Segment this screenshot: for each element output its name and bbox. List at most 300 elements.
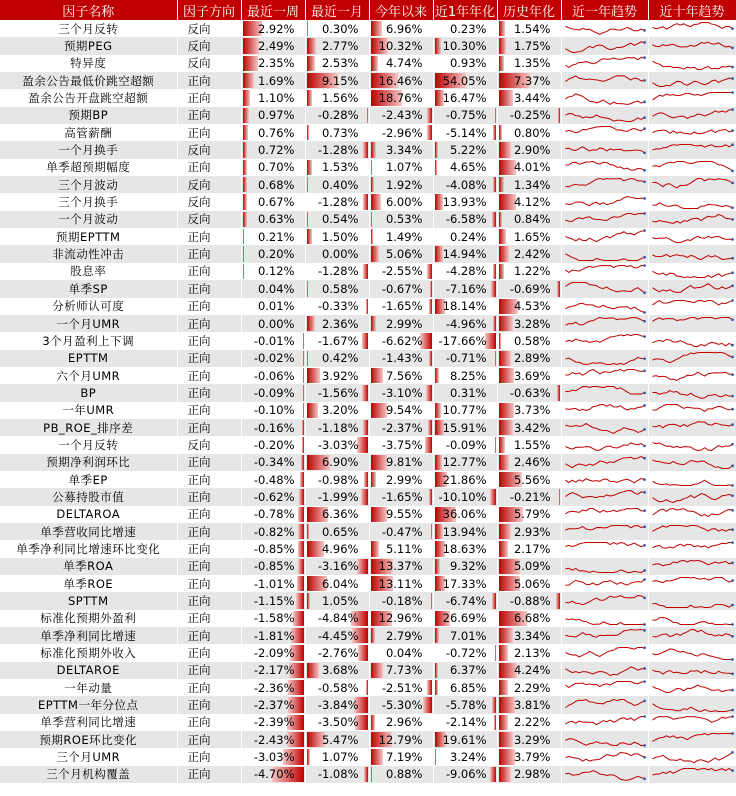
value-text: 1.35% xyxy=(513,56,551,71)
sparkline-end-dot xyxy=(731,623,734,626)
data-bar xyxy=(371,142,377,157)
factor-name-cell: 盈余公告最低价跳空超额 xyxy=(0,72,177,89)
last-month-cell xyxy=(305,748,369,765)
value-text: -1.81% xyxy=(253,628,295,643)
factor-direction-cell: 正向 xyxy=(177,298,241,315)
sparkline-end-dot xyxy=(643,256,646,259)
ytd-cell xyxy=(369,55,433,72)
value-text: -0.82% xyxy=(253,524,295,539)
value-text: 15.91% xyxy=(442,420,487,435)
ytd-cell xyxy=(369,766,433,783)
table-row xyxy=(0,37,736,54)
ytd-cell xyxy=(369,176,433,193)
data-bar xyxy=(307,524,309,539)
sparkline-path xyxy=(652,526,732,532)
last-week-cell xyxy=(241,696,305,713)
last-month-cell xyxy=(305,107,369,124)
1y-trend-sparkline xyxy=(561,159,648,176)
1y-annualized-cell xyxy=(433,211,497,228)
value-text: 12.77% xyxy=(442,455,487,470)
sparkline-path xyxy=(652,284,732,293)
value-text: 3.79% xyxy=(513,750,551,765)
sparkline-end-dot xyxy=(731,299,734,302)
last-month-cell xyxy=(305,20,369,37)
data-bar xyxy=(302,420,303,435)
1y-trend-sparkline xyxy=(561,55,648,72)
data-bar xyxy=(298,541,304,556)
value-text: 4.24% xyxy=(513,663,551,678)
sparkline-path xyxy=(652,254,732,259)
value-text: 2.46% xyxy=(513,455,551,470)
factor-name-cell: 预期EPTTM xyxy=(0,228,177,245)
sparkline-end-dot xyxy=(731,344,734,347)
table-row xyxy=(0,731,736,748)
value-text: 3.34% xyxy=(513,628,551,643)
1y-annualized-cell xyxy=(433,679,497,696)
value-text: -1.99% xyxy=(317,489,359,504)
data-bar xyxy=(371,194,381,209)
sparkline-path xyxy=(565,716,644,724)
sparkline-end-dot xyxy=(643,336,646,339)
sparkline-path xyxy=(652,734,732,742)
value-text: -2.37% xyxy=(381,420,423,435)
factor-direction-cell: 正向 xyxy=(177,662,241,679)
value-text: 0.20% xyxy=(257,247,295,262)
data-bar xyxy=(363,420,367,435)
1y-annualized-cell xyxy=(433,315,497,332)
factor-name-cell: EPTTM xyxy=(0,350,177,367)
header-hist-annualized: 历史年化 xyxy=(497,0,561,20)
value-text: 0.04% xyxy=(257,281,295,296)
sparkline-end-dot xyxy=(643,264,646,267)
factor-name-cell: 一年UMR xyxy=(0,402,177,419)
10y-trend-sparkline xyxy=(648,748,736,765)
1y-annualized-cell xyxy=(433,644,497,661)
1y-annualized-cell xyxy=(433,20,497,37)
sparkline-end-dot xyxy=(643,197,646,200)
sparkline-end-dot xyxy=(643,357,646,360)
sparkline-end-dot xyxy=(643,667,646,670)
ytd-cell xyxy=(369,315,433,332)
1y-annualized-cell xyxy=(433,627,497,644)
value-text: 0.70% xyxy=(257,160,295,175)
factor-name-cell: 公募持股市值 xyxy=(0,488,177,505)
header-last-month: 最近一月 xyxy=(305,0,369,20)
1y-annualized-cell xyxy=(433,696,497,713)
table-row xyxy=(0,141,736,158)
1y-trend-sparkline xyxy=(561,419,648,436)
sparkline-path xyxy=(652,716,732,722)
ytd-cell xyxy=(369,107,433,124)
last-month-cell xyxy=(305,679,369,696)
data-bar xyxy=(499,21,506,36)
value-text: 18.76% xyxy=(378,91,423,106)
table-row xyxy=(0,575,736,592)
value-text: 1.49% xyxy=(385,229,423,244)
value-text: -6.62% xyxy=(381,333,423,348)
last-week-cell xyxy=(241,193,305,210)
sparkline-path xyxy=(565,423,644,433)
data-bar xyxy=(499,749,515,764)
10y-trend-sparkline xyxy=(648,696,736,713)
table-row xyxy=(0,592,736,609)
value-text: -0.09% xyxy=(445,437,487,452)
sparkline-end-dot xyxy=(643,229,646,232)
value-text: 2.98% xyxy=(513,767,551,782)
factor-name-cell: 标准化预期外收入 xyxy=(0,644,177,661)
data-bar xyxy=(243,125,248,140)
10y-trend-sparkline xyxy=(648,107,736,124)
table-row xyxy=(0,523,736,540)
sparkline-end-dot xyxy=(643,596,646,599)
10y-trend-sparkline xyxy=(648,766,736,783)
sparkline-path xyxy=(565,303,644,312)
1y-trend-sparkline xyxy=(561,766,648,783)
value-text: 21.86% xyxy=(442,472,487,487)
data-bar xyxy=(371,21,383,36)
value-text: 2.90% xyxy=(513,143,551,158)
sparkline-path xyxy=(652,560,732,565)
factor-direction-cell: 正向 xyxy=(177,263,241,280)
data-bar xyxy=(243,108,250,123)
value-text: 13.94% xyxy=(442,524,487,539)
data-bar xyxy=(499,316,513,331)
data-bar xyxy=(435,559,440,574)
value-text: -0.18% xyxy=(381,594,423,609)
factor-direction-cell: 正向 xyxy=(177,245,241,262)
factor-direction-cell: 正向 xyxy=(177,159,241,176)
data-bar xyxy=(371,767,372,782)
sparkline-path xyxy=(652,769,732,776)
ytd-cell xyxy=(369,263,433,280)
sparkline-end-dot xyxy=(731,395,734,398)
factor-direction-cell: 正向 xyxy=(177,107,241,124)
sparkline-path xyxy=(652,630,732,637)
header-1y-annualized: 近1年年化 xyxy=(433,0,497,20)
factor-name-cell: 一个月UMR xyxy=(0,315,177,332)
factor-name-cell: BP xyxy=(0,384,177,401)
sparkline-path xyxy=(565,318,644,326)
sparkline-end-dot xyxy=(731,561,734,564)
data-bar xyxy=(499,38,506,53)
value-text: -1.08% xyxy=(317,767,359,782)
sparkline-end-dot xyxy=(731,423,734,426)
ytd-cell xyxy=(369,419,433,436)
last-month-cell xyxy=(305,55,369,72)
table-row xyxy=(0,696,736,713)
value-text: -10.10% xyxy=(438,489,487,504)
sparkline-end-dot xyxy=(643,311,646,314)
ytd-cell xyxy=(369,506,433,523)
value-text: 0.65% xyxy=(321,524,359,539)
1y-trend-sparkline xyxy=(561,662,648,679)
value-text: -2.39% xyxy=(253,715,295,730)
last-week-cell xyxy=(241,37,305,54)
ytd-cell xyxy=(369,575,433,592)
data-bar xyxy=(371,246,379,261)
1y-trend-sparkline xyxy=(561,696,648,713)
data-bar xyxy=(499,524,512,539)
sparkline-path xyxy=(652,603,732,607)
sparkline-path xyxy=(652,372,732,380)
sparkline-path xyxy=(652,703,732,711)
table-header-row xyxy=(0,0,736,20)
data-bar xyxy=(243,229,244,244)
value-text: 3.24% xyxy=(449,750,487,765)
10y-trend-sparkline xyxy=(648,488,736,505)
sparkline-path xyxy=(652,144,732,149)
data-bar xyxy=(243,246,244,261)
factor-name-cell: 单季营收同比增速 xyxy=(0,523,177,540)
last-week-cell xyxy=(241,107,305,124)
sparkline-path xyxy=(565,630,644,638)
value-text: 13.11% xyxy=(378,576,423,591)
1y-trend-sparkline xyxy=(561,107,648,124)
factor-name-cell: 单季ROA xyxy=(0,558,177,575)
last-month-cell xyxy=(305,384,369,401)
last-month-cell xyxy=(305,766,369,783)
10y-trend-sparkline xyxy=(648,402,736,419)
value-text: 1.34% xyxy=(513,177,551,192)
value-text: -4.70% xyxy=(253,767,295,782)
10y-trend-sparkline xyxy=(648,436,736,453)
ytd-cell xyxy=(369,124,433,141)
table-row xyxy=(0,610,736,627)
value-text: -1.01% xyxy=(253,576,295,591)
10y-trend-sparkline xyxy=(648,176,736,193)
hist-annualized-cell xyxy=(497,436,561,453)
data-bar xyxy=(363,142,367,157)
sparkline-end-dot xyxy=(643,623,646,626)
factor-direction-cell: 正向 xyxy=(177,332,241,349)
sparkline-path xyxy=(565,196,644,205)
hist-annualized-cell xyxy=(497,696,561,713)
value-text: 2.29% xyxy=(513,680,551,695)
value-text: -0.21% xyxy=(509,489,551,504)
10y-trend-sparkline xyxy=(648,575,736,592)
value-text: 1.53% xyxy=(321,160,359,175)
sparkline-end-dot xyxy=(731,256,734,259)
10y-trend-sparkline xyxy=(648,679,736,696)
hist-annualized-cell xyxy=(497,523,561,540)
hist-annualized-cell xyxy=(497,193,561,210)
value-text: -0.47% xyxy=(381,524,423,539)
sparkline-path xyxy=(565,479,644,483)
value-text: 0.00% xyxy=(257,316,295,331)
sparkline-end-dot xyxy=(643,715,646,718)
value-text: 4.01% xyxy=(513,160,551,175)
10y-trend-sparkline xyxy=(648,454,736,471)
data-bar xyxy=(371,316,376,331)
ytd-cell xyxy=(369,523,433,540)
table-row xyxy=(0,298,736,315)
sparkline-end-dot xyxy=(731,509,734,512)
10y-trend-sparkline xyxy=(648,280,736,297)
sparkline-path xyxy=(652,617,732,624)
data-bar xyxy=(493,177,495,192)
sparkline-end-dot xyxy=(643,756,646,759)
last-month-cell xyxy=(305,488,369,505)
value-text: 0.04% xyxy=(385,646,423,661)
data-bar xyxy=(300,472,303,487)
factor-name-cell: 单季EP xyxy=(0,471,177,488)
sparkline-path xyxy=(652,494,732,503)
value-text: -0.75% xyxy=(445,108,487,123)
sparkline-end-dot xyxy=(643,744,646,747)
last-month-cell xyxy=(305,644,369,661)
last-week-cell xyxy=(241,644,305,661)
sparkline-end-dot xyxy=(731,672,734,675)
table-row xyxy=(0,506,736,523)
factor-direction-cell: 正向 xyxy=(177,367,241,384)
sparkline-path xyxy=(652,340,732,347)
value-text: 7.56% xyxy=(385,368,423,383)
data-bar xyxy=(499,246,509,261)
data-bar xyxy=(499,90,514,105)
1y-annualized-cell xyxy=(433,523,497,540)
last-month-cell xyxy=(305,298,369,315)
sparkline-path xyxy=(565,357,644,364)
1y-trend-sparkline xyxy=(561,20,648,37)
value-text: 1.56% xyxy=(321,91,359,106)
1y-trend-sparkline xyxy=(561,488,648,505)
sparkline-path xyxy=(565,179,644,187)
1y-trend-sparkline xyxy=(561,575,648,592)
factor-name-cell: 非流动性冲击 xyxy=(0,245,177,262)
value-text: 3.92% xyxy=(321,368,359,383)
sparkline-end-dot xyxy=(643,478,646,481)
data-bar xyxy=(429,351,431,366)
sparkline-end-dot xyxy=(731,484,734,487)
value-text: -4.08% xyxy=(445,177,487,192)
last-week-cell xyxy=(241,575,305,592)
1y-annualized-cell xyxy=(433,37,497,54)
ytd-cell xyxy=(369,72,433,89)
last-month-cell xyxy=(305,367,369,384)
10y-trend-sparkline xyxy=(648,523,736,540)
table-row xyxy=(0,245,736,262)
sparkline-end-dot xyxy=(643,169,646,172)
last-month-cell xyxy=(305,280,369,297)
data-bar xyxy=(499,403,515,418)
last-month-cell xyxy=(305,228,369,245)
last-week-cell xyxy=(241,298,305,315)
factor-direction-cell: 正向 xyxy=(177,679,241,696)
data-bar xyxy=(435,142,438,157)
last-week-cell xyxy=(241,211,305,228)
sparkline-end-dot xyxy=(643,56,646,59)
sparkline-end-dot xyxy=(643,777,646,780)
value-text: 0.68% xyxy=(257,177,295,192)
sparkline-path xyxy=(565,253,644,260)
ytd-cell xyxy=(369,436,433,453)
value-text: -0.72% xyxy=(445,646,487,661)
last-week-cell xyxy=(241,176,305,193)
value-text: -0.28% xyxy=(317,108,359,123)
factor-direction-cell: 正向 xyxy=(177,523,241,540)
data-bar xyxy=(425,437,431,452)
factor-name-cell: 3个月盈利上下调 xyxy=(0,332,177,349)
last-month-cell xyxy=(305,245,369,262)
value-text: 3.34% xyxy=(385,143,423,158)
sparkline-path xyxy=(565,93,644,104)
10y-trend-sparkline xyxy=(648,20,736,37)
last-week-cell xyxy=(241,540,305,557)
data-bar xyxy=(243,160,248,175)
value-text: -1.65% xyxy=(381,489,423,504)
factor-direction-cell: 正向 xyxy=(177,644,241,661)
sparkline-path xyxy=(652,443,732,451)
sparkline-end-dot xyxy=(731,528,734,531)
sparkline-path xyxy=(565,443,644,450)
value-text: -0.34% xyxy=(253,455,295,470)
value-text: 18.14% xyxy=(442,299,487,314)
data-bar xyxy=(490,489,496,504)
hist-annualized-cell xyxy=(497,107,561,124)
ytd-cell xyxy=(369,610,433,627)
table-row xyxy=(0,627,736,644)
data-bar xyxy=(371,229,374,244)
data-bar xyxy=(307,229,312,244)
data-bar xyxy=(557,281,560,296)
10y-trend-sparkline xyxy=(648,350,736,367)
value-text: -3.50% xyxy=(317,715,359,730)
value-text: -2.36% xyxy=(253,680,295,695)
data-bar xyxy=(499,715,508,730)
factor-direction-cell: 正向 xyxy=(177,72,241,89)
factor-direction-cell: 正向 xyxy=(177,89,241,106)
table-row xyxy=(0,193,736,210)
1y-annualized-cell xyxy=(433,298,497,315)
10y-trend-sparkline xyxy=(648,159,736,176)
data-bar xyxy=(371,368,384,383)
value-text: 7.73% xyxy=(385,663,423,678)
1y-trend-sparkline xyxy=(561,124,648,141)
1y-annualized-cell xyxy=(433,350,497,367)
value-text: 0.54% xyxy=(321,212,359,227)
data-bar xyxy=(243,264,244,279)
10y-trend-sparkline xyxy=(648,384,736,401)
value-text: 5.06% xyxy=(385,247,423,262)
value-text: 1.50% xyxy=(321,229,359,244)
table-row xyxy=(0,107,736,124)
data-bar xyxy=(556,593,560,608)
last-week-cell xyxy=(241,748,305,765)
1y-trend-sparkline xyxy=(561,402,648,419)
value-text: -0.10% xyxy=(253,403,295,418)
factor-direction-cell: 正向 xyxy=(177,540,241,557)
value-text: 2.77% xyxy=(321,39,359,54)
ytd-cell xyxy=(369,748,433,765)
ytd-cell xyxy=(369,367,433,384)
hist-annualized-cell xyxy=(497,367,561,384)
sparkline-path xyxy=(652,161,732,170)
sparkline-end-dot xyxy=(643,370,646,373)
value-text: 5.79% xyxy=(513,507,551,522)
value-text: 0.67% xyxy=(257,195,295,210)
sparkline-end-dot xyxy=(731,751,734,754)
data-bar xyxy=(371,177,374,192)
ytd-cell xyxy=(369,644,433,661)
ytd-cell xyxy=(369,731,433,748)
factor-name-cell: 一个月反转 xyxy=(0,436,177,453)
value-text: 2.17% xyxy=(513,541,551,556)
sparkline-end-dot xyxy=(643,392,646,395)
ytd-cell xyxy=(369,402,433,419)
data-bar xyxy=(435,524,443,539)
table-row xyxy=(0,436,736,453)
1y-annualized-cell xyxy=(433,176,497,193)
